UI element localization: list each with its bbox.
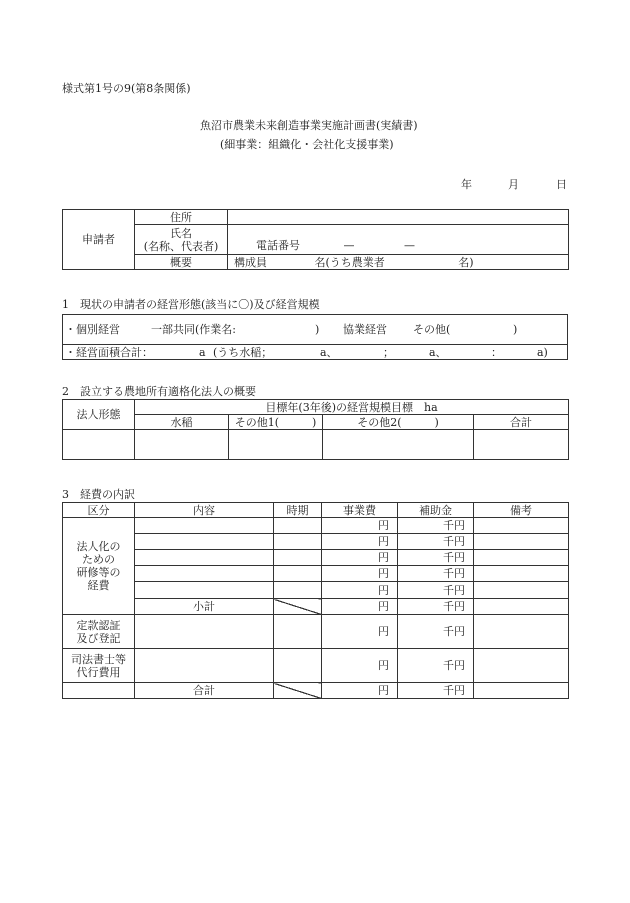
corp-form-value [63, 430, 135, 460]
header-subsidy: 補助金 [398, 503, 474, 518]
area-sep-1: ； [383, 346, 394, 359]
area-total-label: ・経営面積合計： [65, 346, 153, 359]
yen-cell: 円 [322, 534, 398, 550]
date-month: 月 [508, 178, 519, 191]
thousand-yen-cell: 千円 [398, 649, 474, 683]
form-other: その他( [413, 323, 451, 336]
other2-value [323, 430, 474, 460]
form-partial-joint-close: ) [315, 323, 320, 336]
subtotal-label: 小計 [135, 599, 274, 615]
form-partial-joint: 一部共同(作業名: [151, 323, 236, 336]
col-rice: 水稲 [135, 415, 229, 430]
yen-cell: 円 [322, 582, 398, 599]
thousand-yen-cell: 千円 [398, 615, 474, 649]
phone-dash-1: — [343, 239, 355, 252]
form-number: 様式第1号の9(第8条関係) [62, 82, 191, 95]
total-label: 合計 [135, 683, 274, 699]
group-registration-label: 定款認証 及び登記 [63, 615, 135, 649]
header-timing: 時期 [274, 503, 322, 518]
yen-cell: 円 [322, 649, 398, 683]
form-other-close: ) [513, 323, 518, 336]
thousand-yen-cell: 千円 [398, 683, 474, 699]
address-label: 住所 [135, 210, 228, 225]
section2-heading: 2 設立する農地所有適格化法人の概要 [62, 385, 256, 398]
yen-cell: 円 [322, 615, 398, 649]
header-content: 内容 [135, 503, 274, 518]
expense-table [62, 502, 569, 699]
subtotal-timing-diagonal [274, 599, 322, 615]
section3-heading: 3 経費の内訳 [62, 488, 135, 501]
summary-label: 概要 [135, 255, 228, 270]
yen-cell: 円 [322, 566, 398, 582]
area-rice-label: (うち水稲； [213, 346, 273, 359]
document-title: 魚沼市農業未来創造事業実施計画書(実績書) [200, 119, 418, 132]
area-row [63, 345, 568, 360]
table-row [135, 582, 274, 599]
document-subtitle: (細事業：組織化・会社化支援事業) [220, 138, 394, 151]
total-value [474, 430, 569, 460]
name-label: 氏名 (名称、代表者) [135, 225, 228, 255]
phone-label: 電話番号 [256, 239, 300, 252]
group-training-label: 法人化の ための 研修等の 経費 [63, 518, 135, 615]
members-label: 構成員 [234, 255, 267, 269]
group-scrivener-label: 司法書士等 代行費用 [63, 649, 135, 683]
other1-value [229, 430, 323, 460]
yen-cell: 円 [322, 683, 398, 699]
form-cooperative: 協業経営 [343, 323, 387, 336]
summary-value [228, 255, 569, 270]
thousand-yen-cell: 千円 [398, 550, 474, 566]
date-year: 年 [461, 178, 472, 191]
thousand-yen-cell: 千円 [398, 534, 474, 550]
yen-cell: 円 [322, 550, 398, 566]
applicant-label: 申請者 [63, 210, 135, 270]
thousand-yen-cell: 千円 [398, 582, 474, 599]
form-individual: ・個別経営 [65, 323, 120, 336]
table-row [135, 518, 274, 534]
col-total: 合計 [474, 415, 569, 430]
scale-target-label: 目標年(3年後)の経営規模目標 ha [135, 400, 569, 415]
header-remarks: 備考 [474, 503, 569, 518]
thousand-yen-cell: 千円 [398, 518, 474, 534]
members-end: 名) [458, 255, 474, 269]
total-timing-diagonal [274, 683, 322, 699]
area-unit-1: a [199, 346, 206, 359]
col-other2: その他2( ) [323, 415, 474, 430]
address-value [228, 210, 569, 225]
area-unit-4: a) [537, 346, 548, 359]
yen-cell: 円 [322, 518, 398, 534]
rice-value [135, 430, 229, 460]
area-unit-3: a、 [429, 346, 447, 359]
table-row [135, 566, 274, 582]
name-value [228, 225, 569, 255]
section1-heading: 1 現状の申請者の経営形態(該当に〇)及び経営規模 [62, 298, 320, 311]
applicant-table [62, 209, 569, 270]
thousand-yen-cell: 千円 [398, 599, 474, 615]
header-project-cost: 事業費 [322, 503, 398, 518]
date-day: 日 [556, 178, 567, 191]
yen-cell: 円 [322, 599, 398, 615]
corp-form-label: 法人形態 [63, 400, 135, 430]
area-sep-2: ： [491, 346, 502, 359]
management-form-row [63, 315, 568, 345]
table-row [135, 550, 274, 566]
table-row [135, 534, 274, 550]
header-category: 区分 [63, 503, 135, 518]
corporation-table [62, 399, 569, 460]
area-unit-2: a、 [320, 346, 338, 359]
thousand-yen-cell: 千円 [398, 566, 474, 582]
management-form-table [62, 314, 568, 360]
phone-dash-2: — [404, 239, 415, 252]
members-name: 名(うち農業者 [314, 255, 385, 269]
col-other1: その他1( ) [229, 415, 323, 430]
